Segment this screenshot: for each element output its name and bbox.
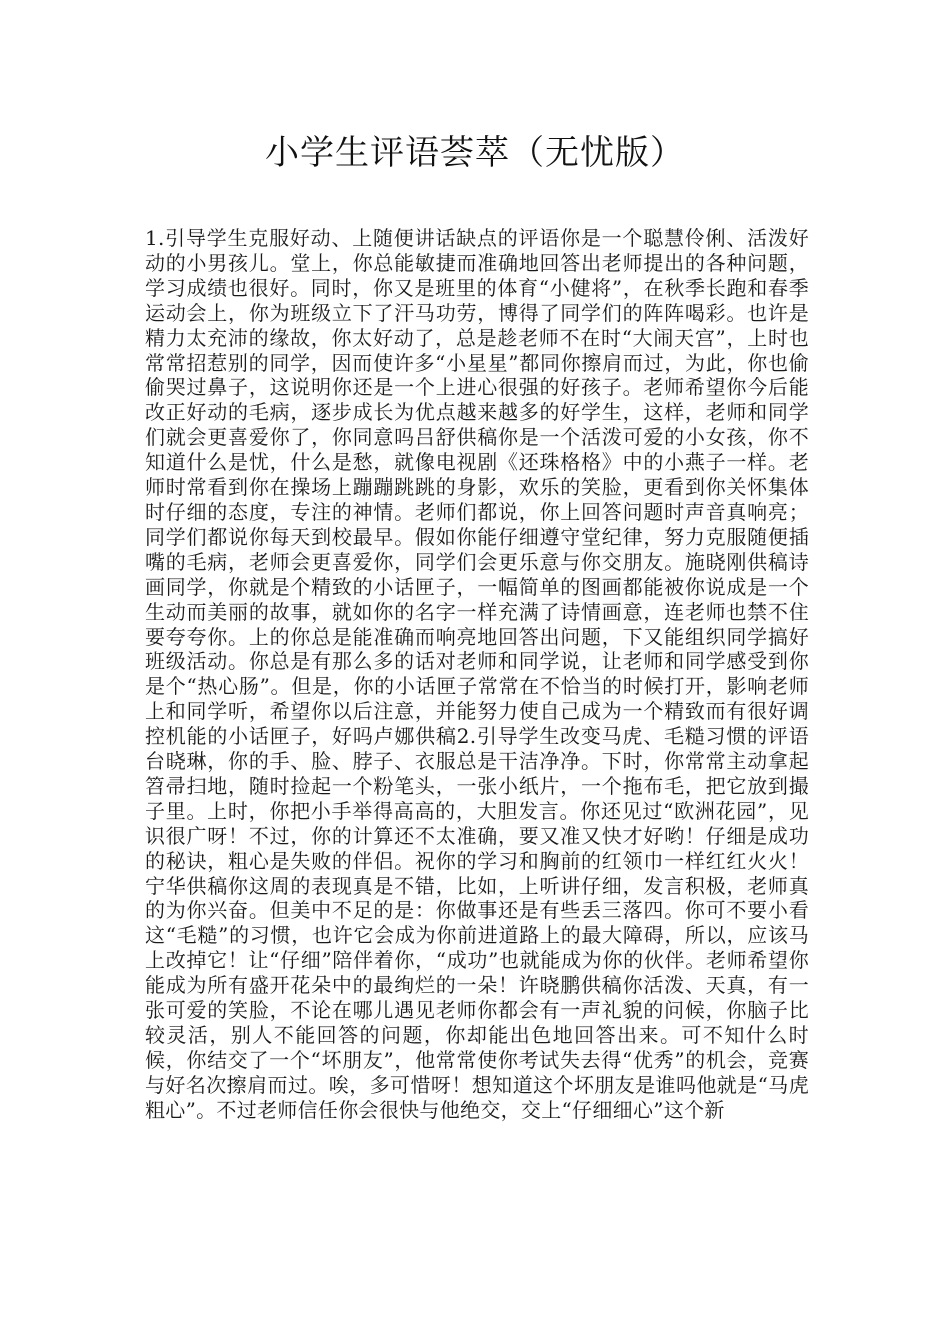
document-title: 小学生评语荟萃（无忧版）: [265, 133, 685, 173]
document-body-text: 1.引导学生克服好动、上随便讲话缺点的评语你是一个聪慧伶俐、活泼好动的小男孩儿。堂上，你总能敏捷而准确地回答出老师提出的各种问题，学习成绩也很好。同时，你又是班里的体育“小健将”，在秋季长跑和春季运动会上，你为班级立下了汗马功劳，博得了同学们的阵阵喝彩。也许是精力太充沛的缘故，你太好动了，总是趁老师不在时“大闹天宫”，上时也常常招惹别的同学，因而使许多“小星星”都同你擦肩而过，为此，你也偷偷哭过鼻子，这说明你还是一个上进心很强的好孩子。老师希望你今后能改正好动的毛病，逐步成长为优点越来越多的好学生，这样，老师和同学们就会更喜爱你了，你同意吗吕舒供稿你是一个活泼可爱的小女孩，你不知道什么是忧，什么是愁，就像电视剧《还珠格格》中的小燕子一样。老师时常看到你在操场上蹦蹦跳跳的身影，欢乐的笑脸，更看到你关怀集体时仔细的态度，专注的神情。老师们都说，你上回答问题时声音真响亮；同学们都说你每天到校最早。假如你能仔细遵守堂纪律，努力克服随便插嘴的毛病，老师会更喜爱你，同学们会更乐意与你交朋友。施晓刚供稿诗画同学，你就是个精致的小话匣子，一幅简单的图画都能被你说成是一个生动而美丽的故事，就如你的名字一样充满了诗情画意，连老师也禁不住要夸夸你。上的你总是能准确而响亮地回答出问题，下又能组织同学搞好班级活动。你总是有那么多的话对老师和同学说，让老师和同学感受到你是个“热心肠”。但是，你的小话匣子常常在不恰当的时候打开，影响老师上和同学听，希望你以后注意，并能努力使自己成为一个精致而有很好调控机能的小话匣子，好吗卢娜供稿2.引导学生改变马虎、毛糙习惯的评语台晓琳，你的手、脸、脖子、衣服总是干洁净净。下时，你常常主动拿起笤帚扫地，随时捡起一个粉笔头，一张小纸片，一个拖布毛，把它放到撮子里。上时，你把小手举得高高的，大胆发言。你还见过“欧洲花园”，见识很广呀！不过，你的计算还不太准确，要又准又快才好哟！仔细是成功的秘诀，粗心是失败的伴侣。祝你的学习和胸前的红领巾一样红红火火！宁华供稿你这周的表现真是不错，比如，上听讲仔细，发言积极，老师真的为你兴奋。但美中不足的是：你做事还是有些丢三落四。你可不要小看这“毛糙”的习惯，也许它会成为你前进道路上的最大障碍，所以，应该马上改掉它！让“仔细”陪伴着你，“成功”也就能成为你的伙伴。老师希望你能成为所有盛开花朵中的最绚烂的一朵！许晓鹏供稿你活泼、天真，有一张可爱的笑脸，不论在哪儿遇见老师你都会有一声礼貌的问候，你脑子比较灵活，别人不能回答的问题，你却能出色地回答出来。可不知什么时候，你结交了一个“坏朋友”，他常常使你考试失去得“优秀”的机会，竞赛与好名次擦肩而过。唉，多可惜呀！想知道这个坏朋友是谁吗他就是“马虎粗心”。不过老师信任你会很快与他绝交，交上“仔细细心”这个新: [145, 226, 809, 1122]
